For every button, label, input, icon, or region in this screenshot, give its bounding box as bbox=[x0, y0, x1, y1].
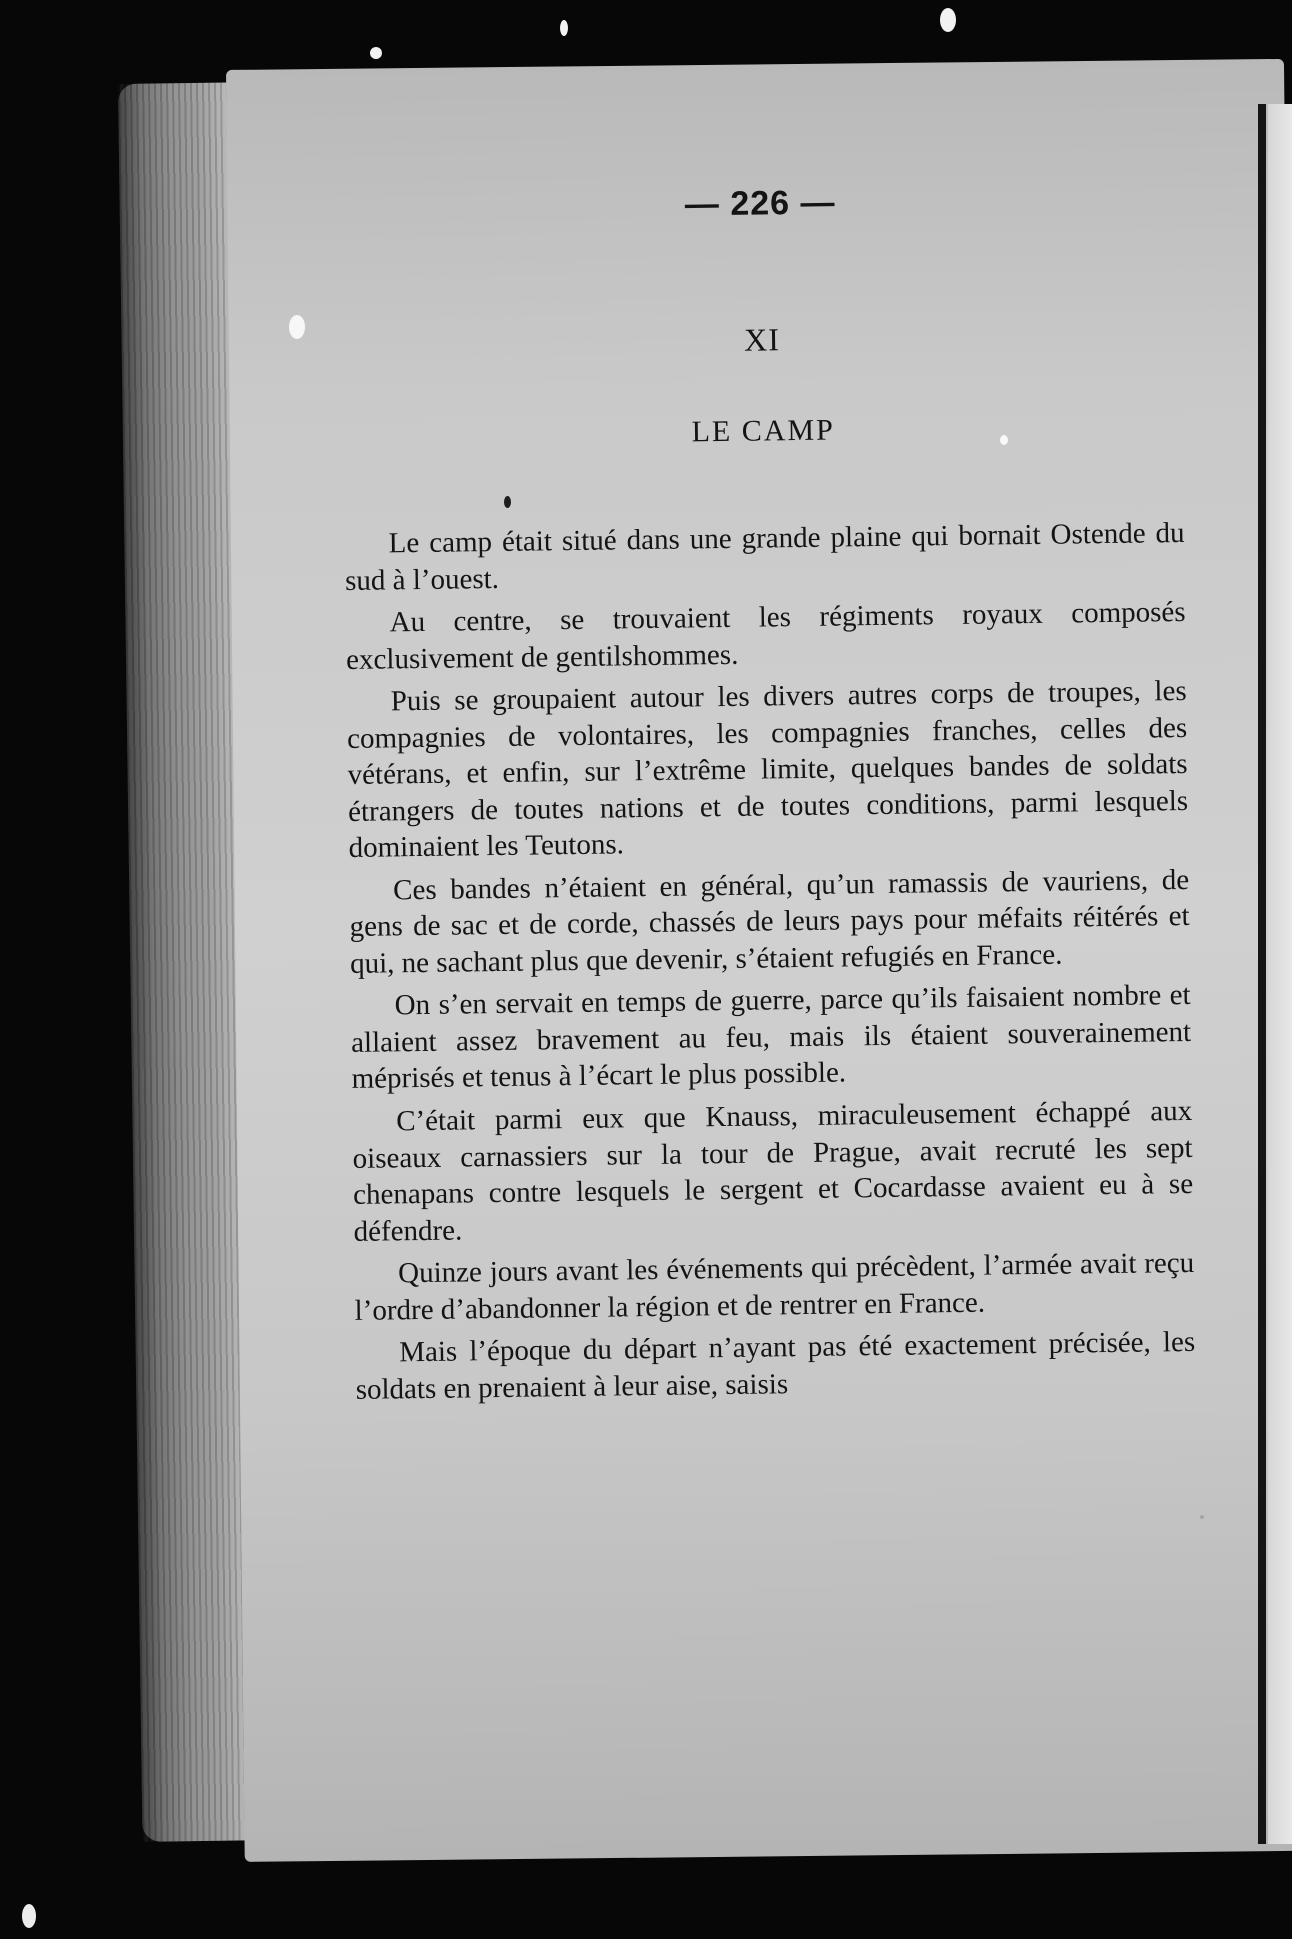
paragraph: Quinze jours avant les événements qui précèdent, l’armée avait reçu l’ordre d’abandonner la région et de rentrer en France. bbox=[354, 1247, 1195, 1327]
paragraph: Puis se groupaient autour les divers autres corps de troupes, les compagnies de volontaires, les compagnies franches, celles des vétérans, et enfin, sur l’extrême limite, quelques bandes de soldats étrangers de toutes nations et de toutes conditions, parmi lesquels dominaient les Teutons. bbox=[346, 675, 1189, 865]
scan-speck bbox=[560, 20, 568, 36]
paragraph: Au centre, se trouvaient les régiments royaux composés exclusivement de gentilshommes. bbox=[345, 596, 1186, 676]
scan-speck bbox=[22, 1904, 36, 1928]
paragraph: On s’en servait en temps de guerre, parce qu’ils faisaient nombre et allaient assez bravement au feu, mais ils étaient souverainement méprisés et tenus à l’écart le plus possible. bbox=[350, 979, 1192, 1096]
page-number: — 226 — bbox=[684, 183, 836, 224]
book-gutter bbox=[1258, 104, 1266, 1844]
scan-speck bbox=[940, 8, 956, 32]
chapter-number: XI bbox=[743, 321, 781, 358]
paragraph: Ces bandes n’étaient en général, qu’un ramassis de vauriens, de gens de sac et de corde, chassés de leurs pays pour méfaits réitérés et qui, ne sachant plus que devenir, s’étaient refugiés en France. bbox=[349, 863, 1190, 980]
page-text bbox=[340, 179, 1196, 1408]
scan-speck bbox=[289, 315, 305, 339]
paragraph: Mais l’époque du départ n’ayant pas été exactement précisée, les soldats en prenaient à leur aise, saisis bbox=[355, 1326, 1196, 1406]
paragraph: C’était parmi eux que Knauss, miraculeusement échappé aux oiseaux carnassiers sur la tour de Prague, avait recruté les sept chenapans contre lesquels le sergent et Cocardasse avaient eu à se défendre. bbox=[352, 1094, 1194, 1248]
body-text bbox=[344, 515, 1195, 1408]
facing-page-edge bbox=[1268, 104, 1292, 1844]
paragraph: Le camp était situé dans une grande plaine qui bornait Ostende du sud à l’ouest. bbox=[344, 516, 1185, 597]
chapter-title: LE CAMP bbox=[691, 413, 835, 449]
scan-speck bbox=[370, 47, 382, 59]
scan-speck bbox=[1200, 1515, 1204, 1519]
